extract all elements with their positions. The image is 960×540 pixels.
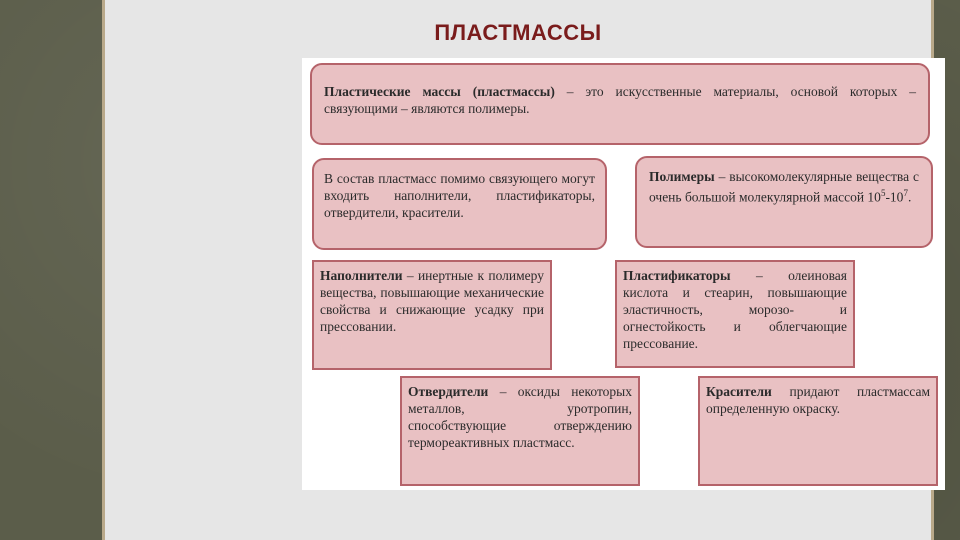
- definition-box: [310, 63, 930, 145]
- dyes-term: Красители: [706, 384, 772, 399]
- hardeners-term: Отвердители: [408, 384, 489, 399]
- plasticizers-text: – олеиновая кислота и стеарин, повышающие эластичность, морозо- и огнестойкость и облегчающие прессование.: [623, 268, 847, 351]
- polymers-exponent-1: 5: [880, 188, 886, 198]
- slide: [102, 0, 934, 540]
- dyes-box: [698, 376, 938, 486]
- polymers-range: -10: [885, 189, 904, 205]
- composition-text: В состав пластмасс помимо связующего могут входить наполнители, пластификаторы, отвердители, красители.: [324, 171, 595, 220]
- definition-text: – это искусственные материалы, основой которых – связующими – являются полимеры.: [324, 84, 916, 116]
- plasticizers-box: [615, 260, 855, 368]
- polymers-text: – высокомолекулярные вещества с очень большой молекулярной массой 10: [649, 169, 919, 205]
- content-panel: [302, 58, 945, 490]
- polymers-term: Полимеры: [649, 169, 715, 184]
- polymers-end: .: [907, 189, 912, 205]
- fillers-term: Наполнители: [320, 268, 403, 283]
- dyes-text: придают пластмассам определенную окраску.: [706, 384, 930, 416]
- plasticizers-term: Пластификаторы: [623, 268, 731, 283]
- slide-title: ПЛАСТМАССЫ: [434, 20, 602, 45]
- fillers-text: – инертные к полимеру вещества, повышающие механические свойства и снижающие усадку при прессовании.: [320, 268, 544, 334]
- hardeners-box: [400, 376, 640, 486]
- fillers-box: [312, 260, 552, 370]
- polymers-box: [635, 156, 933, 248]
- polymers-exponent-2: 7: [903, 188, 908, 198]
- hardeners-text: – оксиды некоторых металлов, уротропин, способствующие отверждению термореактивных пластмасс.: [408, 384, 632, 450]
- definition-term: Пластические массы (пластмассы): [324, 84, 555, 99]
- composition-box: [312, 158, 607, 250]
